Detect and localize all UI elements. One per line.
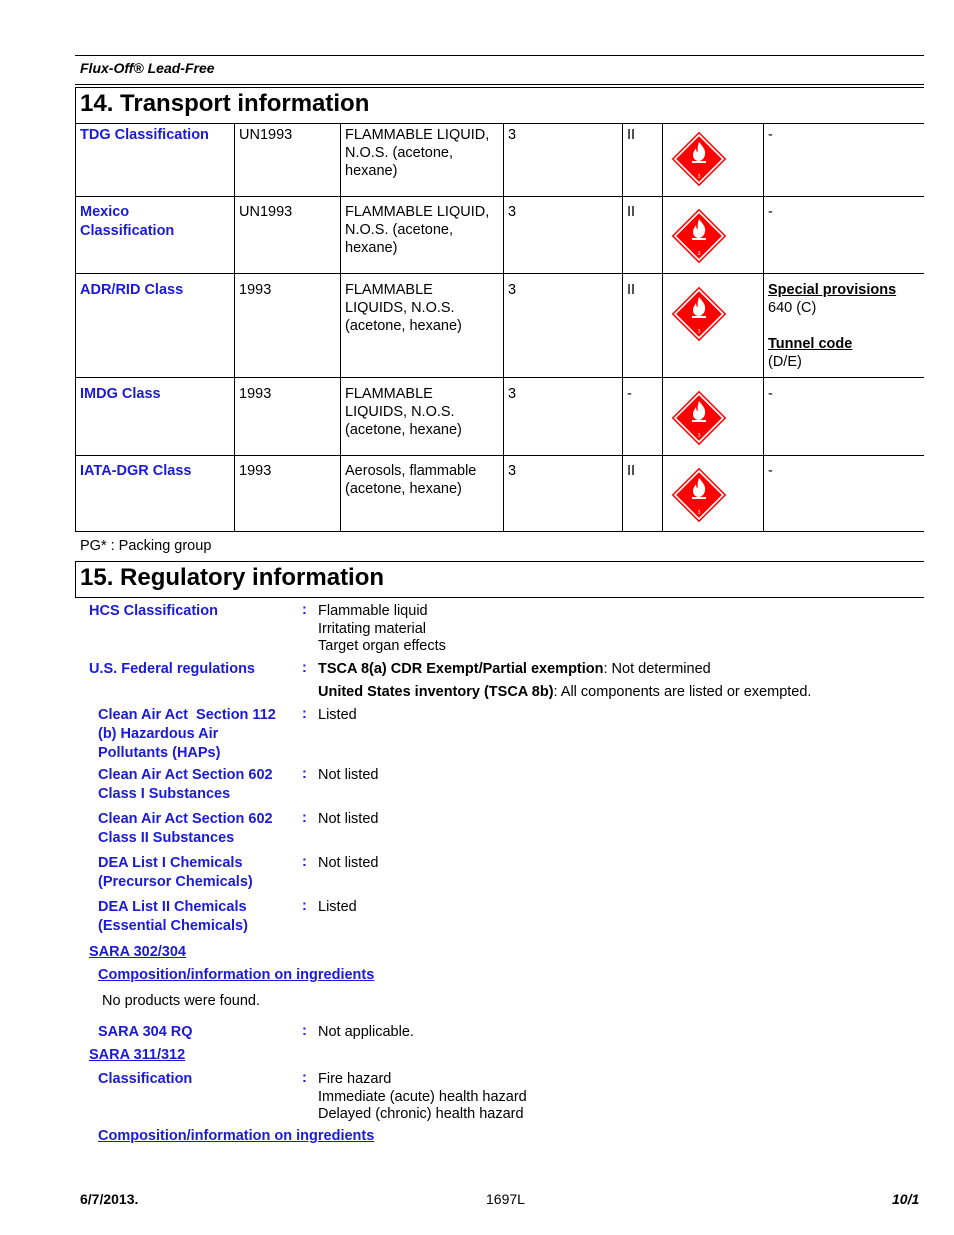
colon: :: [302, 766, 307, 782]
packing-group: -: [627, 386, 632, 402]
un-number: 1993: [239, 463, 272, 479]
row-label: IMDG Class: [80, 386, 161, 402]
flammable-diamond-icon: [671, 286, 727, 342]
row-label: Mexico Classification: [80, 204, 175, 239]
tsca-inventory-line: [318, 684, 811, 702]
row-divider-1: [75, 196, 924, 197]
col-divider-2: [340, 123, 341, 532]
tunnel-code-value: (D/E): [768, 354, 802, 370]
classification-value-1: Fire hazard: [318, 1071, 392, 1087]
shipping-name: FLAMMABLE LIQUID, N.O.S. (acetone, hexane): [345, 127, 490, 179]
sec15-title-left-border: [75, 561, 76, 598]
special-provisions-heading: Special provisions: [768, 282, 897, 298]
colon: :: [302, 602, 307, 618]
row-label: ADR/RID Class: [80, 282, 184, 298]
colon: :: [302, 1023, 307, 1039]
dea-list-2-value: Listed: [318, 899, 357, 915]
additional-info: -: [768, 463, 773, 479]
product-name: Flux-Off® Lead-Free: [80, 60, 215, 76]
colon: :: [302, 660, 307, 676]
caa-112-label: Clean Air Act Section 112 (b) Hazardous Air Pollutants (HAPs): [98, 707, 276, 761]
dea-list-2-label: DEA List II Chemicals (Essential Chemicals): [98, 899, 248, 934]
caa-602-class-2-value: Not listed: [318, 811, 379, 827]
footer-code: 1697L: [486, 1191, 525, 1207]
caa-602-class-1-label: Clean Air Act Section 602 Class I Substances: [98, 767, 273, 802]
sec15-title-bottom-rule: [75, 597, 924, 598]
sara-302-304-heading: SARA 302/304: [89, 944, 186, 960]
packing-group-footnote: PG* : Packing group: [80, 538, 212, 554]
caa-112-value: Listed: [318, 707, 357, 723]
no-products-text: No products were found.: [102, 993, 260, 1009]
classification-value-3: Delayed (chronic) health hazard: [318, 1106, 524, 1122]
flammable-diamond-icon: [671, 131, 727, 187]
col-divider-3: [503, 123, 504, 532]
packing-group: II: [627, 282, 636, 298]
flammable-diamond-icon: [671, 467, 727, 523]
additional-info: -: [768, 204, 773, 220]
col-divider-6: [763, 123, 764, 532]
packing-group: II: [627, 204, 636, 220]
row-label: TDG Classification: [80, 127, 209, 143]
row-divider-2: [75, 273, 924, 274]
sec14-title-left-border: [75, 87, 76, 124]
hcs-classification-label: HCS Classification: [89, 603, 218, 619]
sec15-title-top-rule: [75, 561, 924, 562]
classification-label: Classification: [98, 1071, 193, 1087]
flammable-diamond-icon: [671, 390, 727, 446]
section-14-title: 14. Transport information: [80, 90, 370, 117]
tunnel-code-heading: Tunnel code: [768, 336, 853, 352]
header-bottom-rule: [75, 84, 924, 85]
shipping-name: FLAMMABLE LIQUIDS, N.O.S. (acetone, hexane): [345, 282, 462, 334]
caa-602-class-2-label: Clean Air Act Section 602 Class II Substances: [98, 811, 273, 846]
footer-date: 6/7/2013.: [80, 1191, 139, 1207]
col-divider-5: [662, 123, 663, 532]
tsca-cdr-bold: TSCA 8(a) CDR Exempt/Partial exemption: [318, 661, 604, 677]
row-divider-4: [75, 455, 924, 456]
sara-304-rq-value: Not applicable.: [318, 1024, 414, 1040]
tsca-cdr-rest: : Not determined: [603, 661, 711, 677]
footer-page-number: 10/1: [892, 1191, 920, 1207]
caa-602-class-1-value: Not listed: [318, 767, 379, 783]
shipping-name: FLAMMABLE LIQUIDS, N.O.S. (acetone, hexane): [345, 386, 462, 438]
sara-311-312-heading: SARA 311/312: [89, 1047, 186, 1063]
composition-heading-2: Composition/information on ingredients: [98, 1128, 375, 1144]
colon: :: [302, 810, 307, 826]
additional-info: -: [768, 127, 773, 143]
sec14-title-bottom-rule: [75, 123, 924, 124]
packing-group: II: [627, 463, 636, 479]
hcs-value-3: Target organ effects: [318, 638, 446, 654]
sec14-title-top-rule: [75, 87, 924, 88]
classification-value-2: Immediate (acute) health hazard: [318, 1088, 527, 1105]
row-label: IATA-DGR Class: [80, 463, 192, 479]
hcs-value-2: Irritating material: [318, 620, 426, 637]
flammable-diamond-icon: [671, 208, 727, 264]
sara-304-rq-label: SARA 304 RQ: [98, 1024, 193, 1040]
transport-class: 3: [508, 127, 517, 143]
transport-class: 3: [508, 386, 517, 402]
colon: :: [302, 1070, 307, 1086]
tsca-inventory-bold: United States inventory (TSCA 8b): [318, 684, 554, 700]
shipping-name: Aerosols, flammable (acetone, hexane): [345, 463, 477, 497]
transport-class: 3: [508, 204, 517, 220]
packing-group: II: [627, 127, 636, 143]
special-provisions-value: 640 (C): [768, 300, 817, 316]
dea-list-1-label: DEA List I Chemicals (Precursor Chemicals): [98, 855, 253, 890]
transport-class: 3: [508, 282, 517, 298]
additional-info: -: [768, 386, 773, 402]
transport-class: 3: [508, 463, 517, 479]
header-top-rule: [75, 55, 924, 56]
dea-list-1-value: Not listed: [318, 855, 379, 871]
row-divider-3: [75, 377, 924, 378]
colon: :: [302, 854, 307, 870]
un-number: UN1993: [239, 204, 293, 220]
colon: :: [302, 898, 307, 914]
table-left-border: [75, 123, 76, 532]
un-number: 1993: [239, 282, 272, 298]
table-bottom-rule: [75, 531, 924, 532]
us-federal-label: U.S. Federal regulations: [89, 661, 255, 677]
composition-heading: Composition/information on ingredients: [98, 967, 375, 983]
pictogram-layer: 3: [0, 0, 954, 1235]
col-divider-1: [234, 123, 235, 532]
colon: :: [302, 706, 307, 722]
un-number: 1993: [239, 386, 272, 402]
un-number: UN1993: [239, 127, 293, 143]
section-15-title: 15. Regulatory information: [80, 564, 385, 591]
shipping-name: FLAMMABLE LIQUID, N.O.S. (acetone, hexane): [345, 204, 490, 256]
tsca-cdr-line: [318, 661, 711, 679]
tsca-inventory-rest: : All components are listed or exempted.: [553, 684, 812, 700]
col-divider-4: [622, 123, 623, 532]
hcs-value-1: Flammable liquid: [318, 603, 428, 619]
